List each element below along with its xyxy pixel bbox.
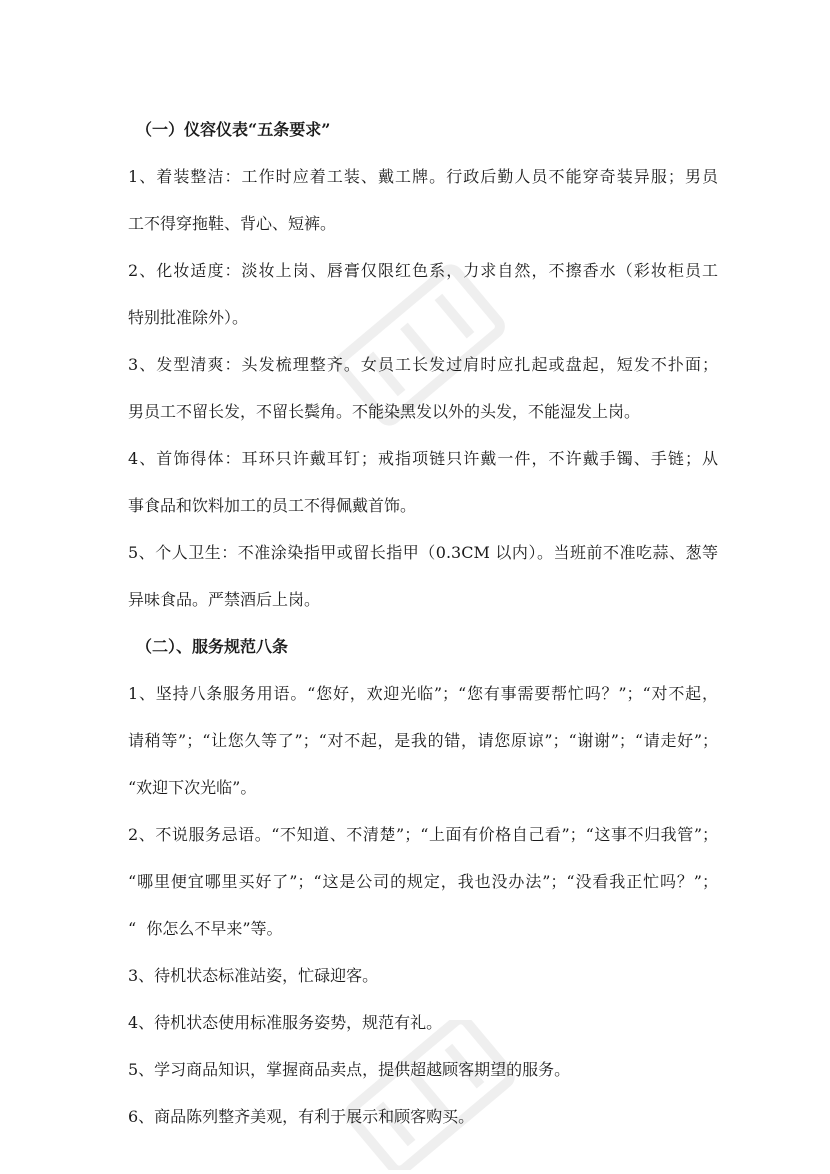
paragraph-line: 5、学习商品知识，掌握商品卖点，提供超越顾客期望的服务。 xyxy=(128,1060,571,1079)
paragraph-line: 4、首饰得体：耳环只许戴耳钉；戒指项链只许戴一件，不许戴手镯、手链；从 xyxy=(128,449,718,468)
section-heading-service: （二）、服务规范八条 xyxy=(136,637,289,656)
paragraph-line: 1、坚持八条服务用语。“您好，欢迎光临”；“您有事需要帮忙吗？”；“对不起， xyxy=(128,684,718,703)
list-item xyxy=(128,247,718,341)
paragraph-line: 异味食品。严禁酒后上岗。 xyxy=(128,590,321,609)
list-item xyxy=(128,1046,718,1093)
list-item xyxy=(128,811,718,952)
paragraph-line: “哪里便宜哪里买好了”；“这是公司的规定，我也没办法”；“没看我正忙吗？”； xyxy=(128,872,718,891)
list-item xyxy=(128,529,718,623)
paragraph-line: 请稍等”；“让您久等了”；“对不起，是我的错，请您原谅”；“谢谢”；“请走好”； xyxy=(128,731,718,750)
paragraph-line: 2、化妆适度：淡妆上岗、唇膏仅限红色系，力求自然，不擦香水（彩妆柜员工 xyxy=(128,261,718,280)
list-item xyxy=(128,153,718,247)
paragraph-line: 5、个人卫生：不准涂染指甲或留长指甲（0.3CM 以内）。当班前不准吃蒜、葱等 xyxy=(128,543,718,562)
list-item xyxy=(128,341,718,435)
paragraph-line: 4、待机状态使用标准服务姿势，规范有礼。 xyxy=(128,1013,443,1032)
paragraph-line: 1、着装整洁：工作时应着工装、戴工牌。行政后勤人员不能穿奇装异服；男员 xyxy=(128,167,718,186)
paragraph-line: “ 你怎么不早来”等。 xyxy=(128,919,283,938)
list-item xyxy=(128,435,718,529)
paragraph-line: 6、商品陈列整齐美观，有利于展示和顾客购买。 xyxy=(128,1107,475,1126)
list-item xyxy=(128,952,718,999)
list-item xyxy=(128,999,718,1046)
list-item xyxy=(128,1093,718,1140)
paragraph-line: 3、待机状态标准站姿，忙碌迎客。 xyxy=(128,966,379,985)
paragraph-line: “欢迎下次光临”。 xyxy=(128,778,257,797)
paragraph-line: 男员工不留长发，不留长鬓角。不能染黑发以外的头发，不能湿发上岗。 xyxy=(128,402,641,421)
list-item xyxy=(128,670,718,811)
paragraph-line: 3、发型清爽：头发梳理整齐。女员工长发过肩时应扎起或盘起，短发不扑面； xyxy=(128,355,718,374)
document-body xyxy=(128,106,718,1140)
paragraph-line: 工不得穿拖鞋、背心、短裤。 xyxy=(128,214,337,233)
paragraph-line: 2、不说服务忌语。“不知道、不清楚”；“上面有价格自己看”；“这事不归我管”； xyxy=(128,825,718,844)
section-heading-appearance: （一）仪容仪表“五条要求” xyxy=(136,120,331,139)
paragraph-line: 事食品和饮料加工的员工不得佩戴首饰。 xyxy=(128,496,417,515)
paragraph-line: 特别批准除外）。 xyxy=(128,308,249,327)
